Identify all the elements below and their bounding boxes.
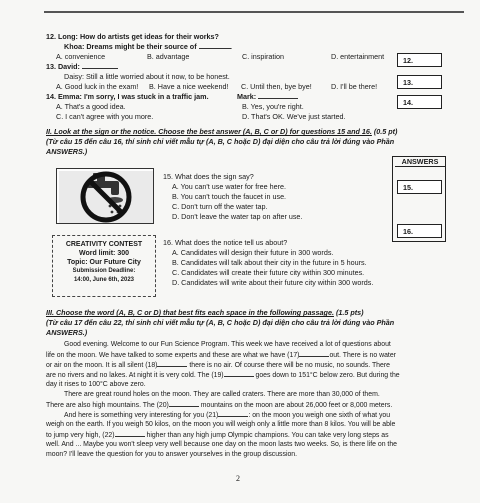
passage-line: There are great round holes on the moon. They are called craters. There are more than 30,000 of them. [64,391,380,398]
section-3-title: III. Choose the word (A, B, C or D) that best fits each space in the following passage. (1.5 pts) [46,308,364,317]
answer-box-14[interactable]: 14. [397,95,442,109]
page-number: 2 [236,474,240,483]
passage-line: weigh on the earth. If you weigh 50 kilos, on the moon you will weigh only a little more than 8 kilos. You will be able [46,421,396,428]
passage-line: or air on the moon. It is all silent (18) there is no air. Of course there will be no music, no sounds. There [46,362,390,369]
passage-line: to jump very high, (22) higher than any high jump Olympic champions. You can take very long steps as [46,432,389,439]
q15-option-d: D. Don't leave the water tap on after use. [172,212,303,221]
passage-line: are no rivers and no lakes. At night it is very cold. The (19) goes down to 151°C below zero. But during the [46,372,400,379]
q15-option-b: B. You can't touch the faucet in use. [172,192,287,201]
section-3-note-line-1: (Từ câu 17 đến câu 22, thí sinh chỉ viết mẫu tự (A, B, C hoặc D) đại diện cho câu trả lời đúng vào Phần [46,318,395,327]
no-running-water-sign [56,168,154,224]
creativity-contest-notice [52,235,156,297]
q16-question: 16. What does the notice tell us about? [163,238,288,247]
notice-topic: Topic: Our Future City [67,259,141,266]
q15-option-a: A. You can't use water for free here. [172,182,287,191]
passage-line: life on the moon. We have talked to some experts and these are what we have (17) out. There is no water [46,352,396,359]
q14-option-b: B. Yes, you're right. [242,102,304,111]
answers-header: ANSWERS [395,157,445,167]
q12-option-d: D. entertainment [331,52,385,61]
q13-option-d: D. I'll be there! [331,82,378,91]
q14-mark: Mark: [237,92,298,101]
q14-option-c: C. I can't agree with you more. [56,112,154,121]
q14-question: 14. Emma: I'm sorry, I was stuck in a traffic jam. [46,92,209,101]
q13-option-c: C. Until then, bye bye! [241,82,312,91]
passage-line: Good evening. Welcome to our Fun Science Program. This week we have received a lot of questions about [64,341,391,348]
q15-question: 15. What does the sign say? [163,172,254,181]
q13-option-b: B. Have a nice weekend! [149,82,229,91]
section-2-note-line-1: (Từ câu 15 đến câu 16, thí sinh chỉ viết mẫu tự (A, B, C hoặc D) đại diện cho câu trả lời đúng vào Phần [46,137,395,146]
notice-deadline: 14:00, June 6th, 2023 [73,277,135,283]
passage-line: There are also high mountains. The (20) mountains on the moon are about 26,000 feet or 8,000 meters. [46,402,393,409]
passage-line: well. And ... Maybe you won't sleep very well because one day on the moon lasts two weeks. So, is there life on the [46,441,398,448]
passage-line: moon? I'll leave the question for you to answer yourselves in the group discussion. [46,451,298,458]
header-rule [44,11,464,13]
faucet-prohibited-icon [57,169,154,224]
notice-word-limit: Word limit: 300 [78,250,130,257]
q13-response: Daisy: Still a little worried about it now, to be honest. [64,72,230,81]
section-3-note-line-2: ANSWERS.) [46,328,88,337]
answer-box-16[interactable]: 16. [397,224,442,238]
q12-option-b: B. advantage [147,52,190,61]
q13-option-a: A. Good luck in the exam! [56,82,139,91]
q16-option-b: B. Candidates will talk about their city in the future in 5 hours. [172,258,367,267]
q16-option-d: D. Candidates will write about their future city within 300 words. [172,278,374,287]
answer-box-15[interactable]: 15. [397,180,442,194]
answer-box-12[interactable]: 12. [397,53,442,67]
q13-question: 13. David: [46,62,118,71]
q12-option-a: A. convenience [56,52,106,61]
section-2-note-line-2: ANSWERS.) [46,147,88,156]
q12-option-c: C. inspiration [242,52,284,61]
passage-line: day it rises to 100°C above zero. [46,381,146,388]
q14-option-a: A. That's a good idea. [56,102,126,111]
q12-response: Khoa: Dreams might be their source of . [64,42,233,51]
q14-option-d: D. That's OK. We've just started. [242,112,346,121]
q15-option-c: C. Don't turn off the water tap. [172,202,268,211]
q12-question: 12. Long: How do artists get ideas for their works? [46,32,219,41]
notice-deadline-label: Submission Deadline: [72,268,136,274]
section-2-title: II. Look at the sign or the notice. Choose the best answer (A, B, C or D) for questions 15 and 16. (0.5 pt) [46,127,398,136]
passage-line: And here is something very interesting for you (21) : on the moon you weigh one sixth of what you [64,412,391,419]
answer-box-13[interactable]: 13. [397,75,442,89]
q16-option-a: A. Candidates will design their future in 300 words. [172,248,334,257]
notice-title: CREATIVITY CONTEST [65,241,143,248]
q16-option-c: C. Candidates will create their future city within 300 minutes. [172,268,365,277]
